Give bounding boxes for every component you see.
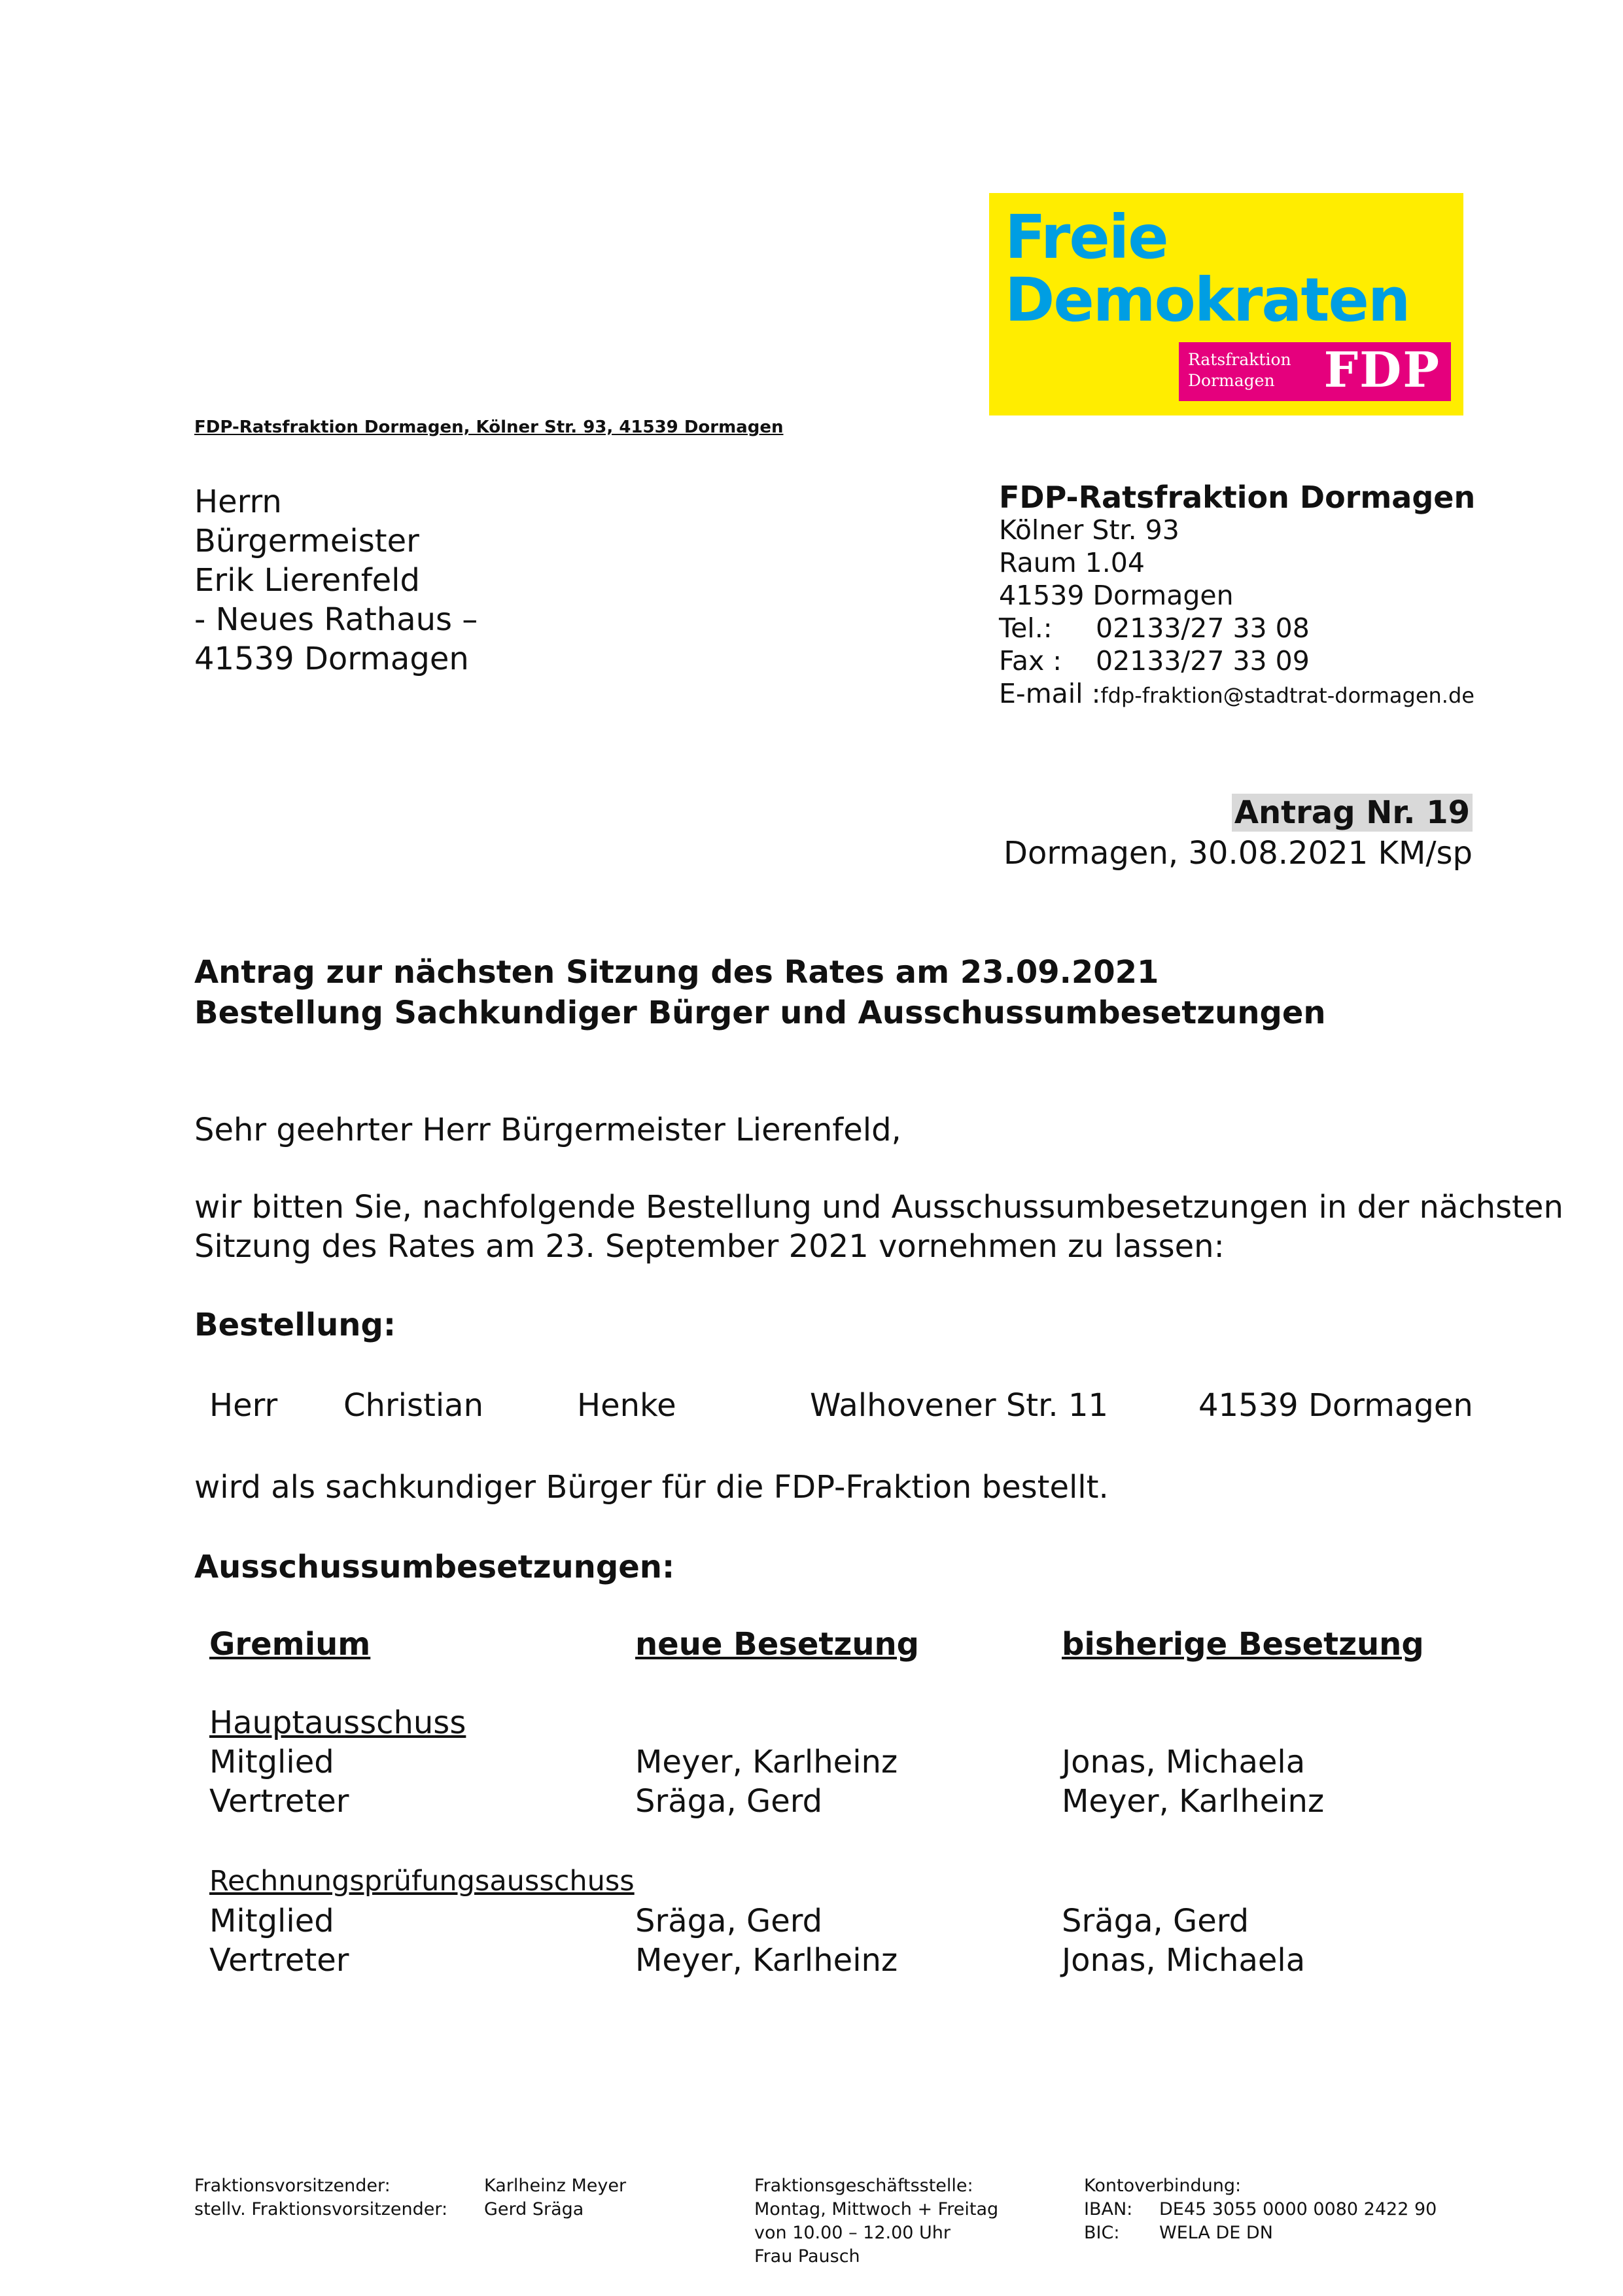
logo-line-2: Demokraten (1005, 265, 1410, 335)
footer-line: Gerd Sräga (484, 2199, 584, 2219)
table-cell-role: Vertreter (209, 1783, 349, 1820)
footer-iban (1084, 2198, 1437, 2221)
bic-label: BIC: (1084, 2223, 1120, 2243)
recipient-line: Erik Lierenfeld (194, 562, 420, 599)
logo-brand: FDP (1323, 342, 1440, 398)
footer-line: von 10.00 – 12.00 Uhr (754, 2223, 951, 2243)
bestellung-street: Walhovener Str. 11 (810, 1387, 1109, 1424)
table-cell-old: Jonas, Michaela (1062, 1942, 1306, 1979)
table-cell-old: Jonas, Michaela (1062, 1744, 1306, 1780)
contact-tel (999, 612, 1475, 645)
footer-line: Fraktionsvorsitzender: (194, 2176, 391, 2196)
contact-room: Raum 1.04 (999, 547, 1145, 578)
fax-number: 02133/27 33 09 (1096, 645, 1310, 677)
footer-line: Montag, Mittwoch + Freitag (754, 2199, 999, 2219)
footer-line: stellv. Fraktionsvorsitzender: (194, 2199, 448, 2219)
email-label: E-mail : (999, 678, 1101, 709)
footer-col-names (484, 2174, 626, 2221)
iban-value: DE45 3055 0000 0080 2422 90 (1159, 2199, 1437, 2219)
recipient-line: Bürgermeister (194, 523, 419, 559)
table-cell-old: Meyer, Karlheinz (1062, 1783, 1325, 1820)
logo-sub-1: Ratsfraktion (1188, 350, 1291, 369)
contact-fax (999, 645, 1475, 677)
contact-name: FDP-Ratsfraktion Dormagen (999, 480, 1476, 515)
email-address: fdp-fraktion@stadtrat-dormagen.de (1100, 683, 1475, 708)
fdp-logo (989, 193, 1463, 415)
footer-col-roles (194, 2174, 447, 2221)
contact-street: Kölner Str. 93 (999, 514, 1179, 546)
sender-line: FDP-Ratsfraktion Dormagen, Kölner Str. 93, 41539 Dormagen (194, 417, 784, 437)
recipient-line: Herrn (194, 484, 282, 520)
umbesetzungen-heading: Ausschussumbesetzungen: (194, 1549, 675, 1585)
subject (194, 952, 1326, 1033)
intro-text (194, 1188, 1563, 1266)
contact-email (999, 677, 1475, 712)
contact-block (999, 481, 1475, 712)
iban-label: IBAN: (1084, 2199, 1133, 2219)
group-name: Rechnungsprüfungsausschuss (209, 1865, 635, 1898)
footer-bic (1084, 2221, 1437, 2245)
column-header-gremium: Gremium (209, 1626, 371, 1663)
tel-label: Tel.: (999, 612, 1053, 644)
bestellung-title: Herr (209, 1387, 278, 1424)
subject-line: Antrag zur nächsten Sitzung des Rates am 23.09.2021 (194, 954, 1159, 991)
recipient-line: 41539 Dormagen (194, 641, 469, 677)
column-header-neue-besetzung: neue Besetzung (635, 1626, 920, 1663)
bestellung-city: 41539 Dormagen (1198, 1387, 1473, 1424)
salutation: Sehr geehrter Herr Bürgermeister Lierenfeld, (194, 1112, 901, 1148)
footer-col-office (754, 2174, 998, 2269)
logo-line-1: Freie (1005, 202, 1168, 272)
table-cell-role: Vertreter (209, 1942, 349, 1979)
footer-line: Kontoverbindung: (1084, 2176, 1242, 2196)
table-cell-old: Sräga, Gerd (1062, 1903, 1249, 1939)
bestellung-heading: Bestellung: (194, 1307, 396, 1343)
logo-sub-2: Dormagen (1188, 371, 1275, 390)
bestellung-note: wird als sachkundiger Bürger für die FDP-Fraktion bestellt. (194, 1469, 1109, 1506)
intro-line: Sitzung des Rates am 23. September 2021 vornehmen zu lassen: (194, 1228, 1225, 1265)
footer-col-bank (1084, 2174, 1437, 2245)
footer-line: Frau Pausch (754, 2246, 860, 2267)
column-header-bisherige-besetzung: bisherige Besetzung (1062, 1626, 1424, 1663)
intro-line: wir bitten Sie, nachfolgende Bestellung und Ausschussumbesetzungen in der nächsten (194, 1189, 1563, 1226)
tel-number: 02133/27 33 08 (1096, 612, 1310, 644)
recipient-line: - Neues Rathaus – (194, 601, 478, 638)
subject-line: Bestellung Sachkundiger Bürger und Ausschussumbesetzungen (194, 995, 1326, 1031)
table-cell-new: Sräga, Gerd (635, 1783, 823, 1820)
table-cell-new: Meyer, Karlheinz (635, 1942, 898, 1979)
bic-value: WELA DE DN (1159, 2223, 1273, 2243)
logo-badge (1179, 342, 1451, 401)
footer-line: Karlheinz Meyer (484, 2176, 627, 2196)
recipient-address (194, 482, 478, 679)
table-cell-role: Mitglied (209, 1903, 334, 1939)
bestellung-firstname: Christian (343, 1387, 484, 1424)
date-line: Dormagen, 30.08.2021 KM/sp (1003, 835, 1473, 872)
contact-city: 41539 Dormagen (999, 580, 1234, 611)
table-cell-new: Sräga, Gerd (635, 1903, 823, 1939)
table-cell-role: Mitglied (209, 1744, 334, 1780)
antrag-number: Antrag Nr. 19 (1232, 794, 1473, 832)
fax-label: Fax : (999, 645, 1062, 677)
table-cell-new: Meyer, Karlheinz (635, 1744, 898, 1780)
bestellung-lastname: Henke (577, 1387, 676, 1424)
group-name: Hauptausschuss (209, 1704, 466, 1741)
footer-line: Fraktionsgeschäftsstelle: (754, 2176, 973, 2196)
